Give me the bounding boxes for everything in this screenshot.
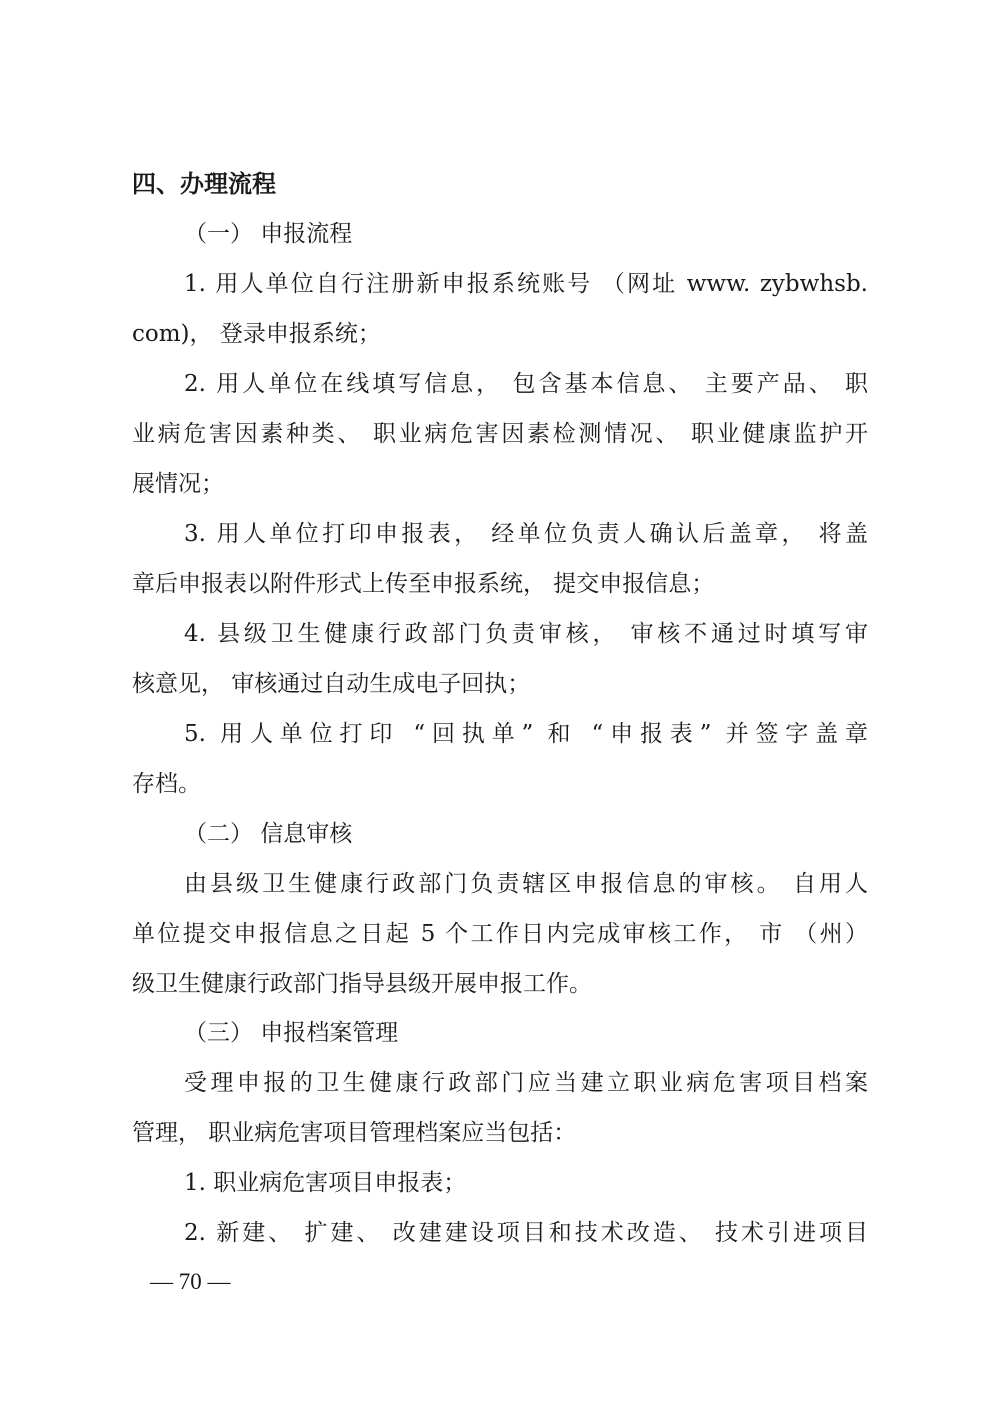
item-2-line-2: 业病危害因素种类、 职业病危害因素检测情况、 职业健康监护开	[132, 421, 868, 447]
page-number: — 70 —	[150, 1269, 231, 1294]
item-2-line-3: 展情况；	[132, 471, 224, 497]
review-paragraph-line-2: 单位提交申报信息之日起 5 个工作日内完成审核工作， 市 （州）	[132, 921, 868, 947]
subsection-title-1: （一） 申报流程	[184, 221, 353, 247]
archive-paragraph-line-1: 受理申报的卫生健康行政部门应当建立职业病危害项目档案	[184, 1070, 868, 1096]
review-paragraph-line-3: 级卫生健康行政部门指导县级开展申报工作。	[132, 971, 592, 997]
subsection-title-2: （二） 信息审核	[184, 821, 353, 847]
item-5-line-1: 5. 用人单位打印 “回执单” 和 “申报表” 并签字盖章	[184, 721, 868, 747]
archive-paragraph-line-2: 管理， 职业病危害项目管理档案应当包括：	[132, 1120, 577, 1146]
item-1-line-2: com)， 登录申报系统；	[132, 321, 381, 347]
item-1-line-1: 1. 用人单位自行注册新申报系统账号 （网址 www. zybwhsb.	[184, 271, 868, 297]
subsection-title-3: （三） 申报档案管理	[184, 1020, 399, 1046]
item-4-line-1: 4. 县级卫生健康行政部门负责审核， 审核不通过时填写审	[184, 621, 868, 647]
item-3-line-1: 3. 用人单位打印申报表， 经单位负责人确认后盖章， 将盖	[184, 521, 868, 547]
archive-item-2-line-1: 2. 新建、 扩建、 改建建设项目和技术改造、 技术引进项目	[184, 1220, 868, 1246]
item-3-line-2: 章后申报表以附件形式上传至申报系统， 提交申报信息；	[132, 571, 715, 597]
review-paragraph-line-1: 由县级卫生健康行政部门负责辖区申报信息的审核。 自用人	[184, 871, 868, 897]
item-4-line-2: 核意见， 审核通过自动生成电子回执；	[132, 671, 531, 697]
section-title: 四、办理流程	[132, 170, 276, 198]
item-2-line-1: 2. 用人单位在线填写信息， 包含基本信息、 主要产品、 职	[184, 371, 868, 397]
item-5-line-2: 存档。	[132, 771, 201, 797]
archive-item-1: 1. 职业病危害项目申报表；	[184, 1170, 467, 1196]
